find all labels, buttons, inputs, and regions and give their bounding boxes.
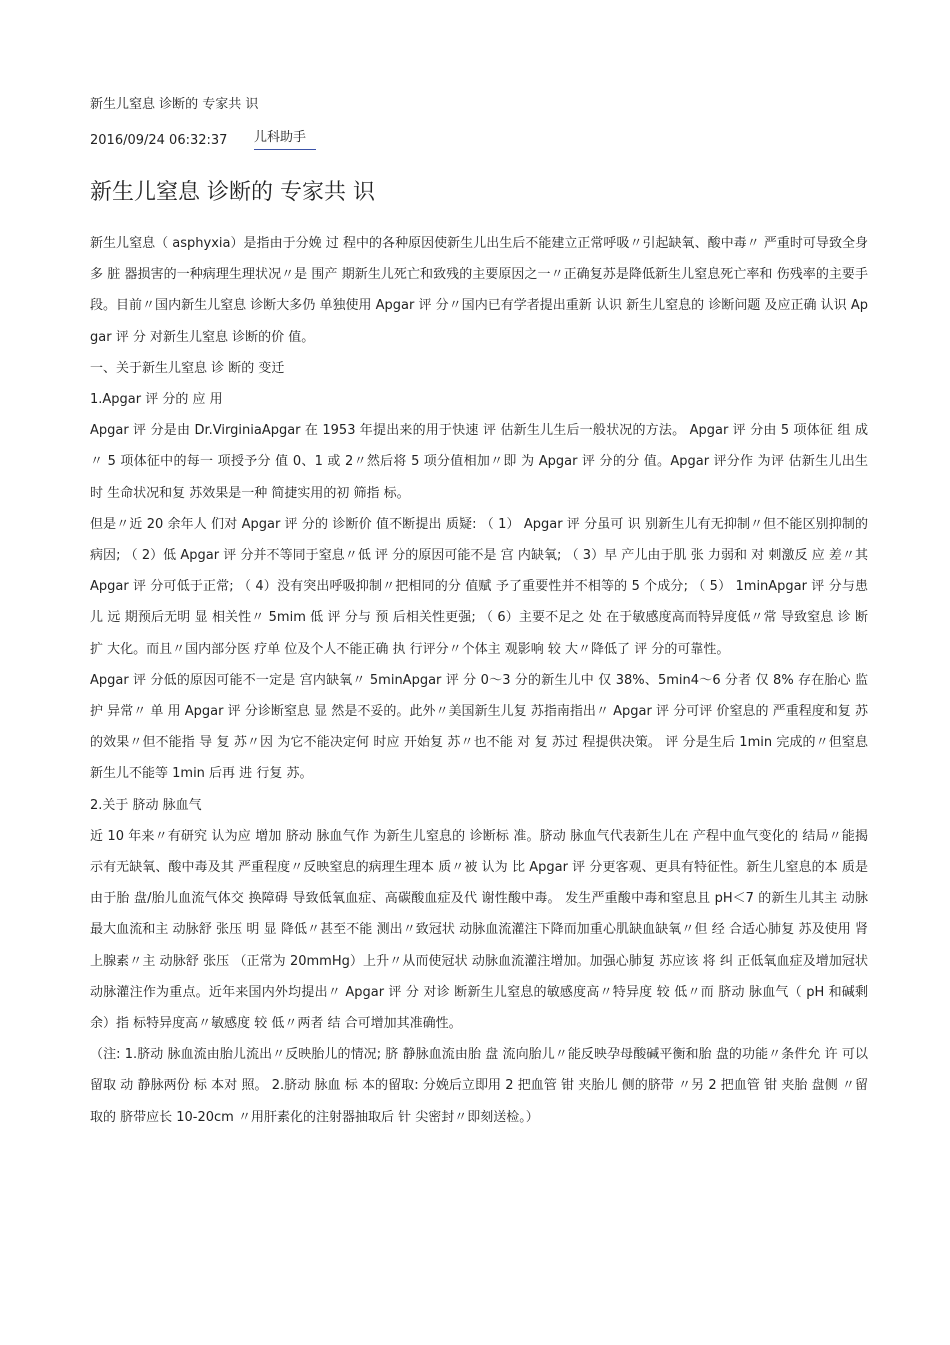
paragraph-intro: 新生儿窒息（ asphyxia）是指由于分娩 过 程中的各种原因使新生儿出生后不能建立正常呼吸〃引起缺氧、酸中毒〃 严重时可导致全身多 脏 器损害的一种病理生理状况〃是 围产 期新生儿死亡和致残的主要原因之一〃正确复苏是降低新生儿窒息死亡率和 伤残率的主要手段。目前〃国内新生儿窒息 诊断大多仍 单独使用 Apgar 评 分〃国内已有学者提出重新 认识 新生儿窒息的 诊断问题 及应正确 认识 Apgar 评 分 对新生儿窒息 诊断的价 值。 (90, 236, 868, 345)
paragraph-note: （注: 1.脐动 脉血流由胎儿流出〃反映胎儿的情况; 脐 静脉血流由胎 盘 流向胎儿〃能反映孕母酸碱平衡和胎 盘的功能〃条件允 许 可以留取 动 静脉两份 标 本对 照。 2.脐动 脉血 标 本的留取: 分娩后立即用 2 把血管 钳 夹胎儿 侧的脐带 〃另 2 把血管 钳 夹胎 盘侧 〃留取的 脐带应长 10-20cm 〃用肝素化的注射器抽取后 针 尖密封〃即刻送检。） (90, 1047, 868, 1125)
post-date: 2016/09/24 06:32:37 (90, 133, 228, 148)
paragraph-apgar-definition: Apgar 评 分是由 Dr.VirginiaApgar 在 1953 年提出来的用于快速 评 估新生儿生后一般状况的方法。 Apgar 评 分由 5 项体征 组 成〃 5 项体征中的每一 项授予分 值 0、1 或 2〃然后将 5 项分值相加〃即 为 Apgar 评 分的分 值。Apgar 评分作 为评 估新生儿出生 时 生命状况和复 苏效果是一种 简捷实用的初 筛指 标。 (90, 423, 868, 501)
paragraph-blood-gas: 近 10 年来〃有研究 认为应 增加 脐动 脉血气作 为新生儿窒息的 诊断标 准。脐动 脉血气代表新生儿在 产程中血气变化的 结局〃能揭示有无缺氧、酸中毒及其 严重程度〃反映窒息的病理生理本 质〃被 认为 比 Apgar 评 分更客观、更具有特征性。新生儿窒息的本 质是由于胎 盘/胎儿血流气体交 换障碍 导致低氧血症、高碳酸血症及代 谢性酸中毒。 发生严重酸中毒和窒息且 pH＜7 的新生儿其主 动脉最大血流和主 动脉舒 张压 明 显 降低〃甚至不能 测出〃致冠状 动脉血流灌注下降而加重心肌缺血缺氧〃但 经 合适心肺复 苏及使用 肾 上腺素〃主 动脉舒 张压 （正常为 20mmHg）上升〃从而使冠状 动脉血流灌注增加。加强心肺复 苏应该 将 纠 正低氧血症及增加冠状 动脉灌注作为重点。近年来国内外均提出〃 Apgar 评 分 对诊 断新生儿窒息的敏感度高〃特异度 较 低〃而 脐动 脉血气（ pH 和碱剩余）指 标特异度高〃敏感度 较 低〃两者 结 合可增加其准确性。 (90, 828, 868, 1032)
post-meta (90, 129, 868, 150)
article-title: 新生儿窒息 诊断的 专家共 识 (90, 180, 375, 205)
paragraph-apgar-low-causes: Apgar 评 分低的原因可能不一定是 宫内缺氧〃 5minApgar 评 分 0～3 分的新生儿中 仅 38%、5min4～6 分者 仅 8% 存在胎心 监护 异常〃 单 用 Apgar 评 分诊断窒息 显 然是不妥的。此外〃美国新生儿复 苏指南指出〃 Apgar 评 分可评 价窒息的 严重程度和复 苏的效果〃但不能指 导 复 苏〃因 为它不能决定何 时应 开始复 苏〃也不能 对 复 苏过 程提供决策。 评 分是生后 1min 完成的〃但窒息新生儿不能等 1min 后再 进 行复 苏。 (90, 672, 868, 782)
author-link[interactable]: 儿科助手 (254, 129, 316, 150)
subsection-heading-1-2: 2.关于 脐动 脉血气 (90, 797, 202, 813)
section-heading-1: 一、关于新生儿窒息 诊 断的 变迁 (90, 360, 285, 376)
subsection-heading-1-1: 1.Apgar 评 分的 应 用 (90, 392, 223, 408)
paragraph-apgar-doubts: 但是〃近 20 余年人 们对 Apgar 评 分的 诊断价 值不断提出 质疑: （ 1） Apgar 评 分虽可 识 别新生儿有无抑制〃但不能区别抑制的病因; （ 2）低 Apgar 评 分并不等同于窒息〃低 评 分的原因可能不是 宫 内缺氧; （ 3）早 产儿由于肌 张 力弱和 对 刺激反 应 差〃其 Apgar 评 分可低于正常; （ 4）没有突出呼吸抑制〃把相同的分 值赋 予了重要性并不相等的 5 个成分; （ 5） 1minApgar 评 分与患儿 远 期预后无明 显 相关性〃 5mim 低 评 分与 预 后相关性更强; （ 6）主要不足之 处 在于敏感度高而特异度低〃常 导致窒息 诊 断 扩 大化。而且〃国内部分医 疗单 位及个人不能正确 执 行评分〃个体主 观影响 较 大〃降低了 评 分的可靠性。 (90, 516, 868, 657)
header-title: 新生儿窒息 诊断的 专家共 识 (90, 97, 259, 112)
